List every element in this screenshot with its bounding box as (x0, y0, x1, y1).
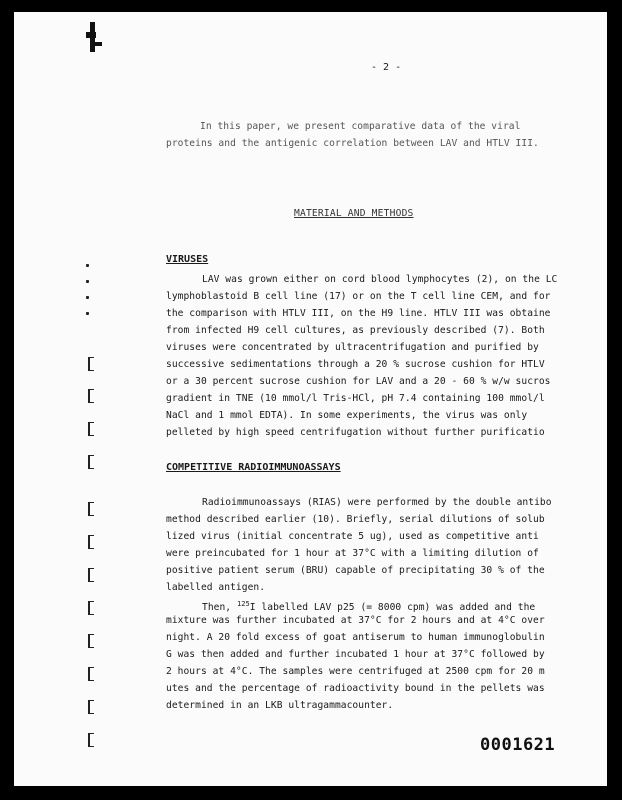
margin-dot (86, 296, 89, 299)
margin-bracket (88, 535, 94, 549)
text-line: were preincubated for 1 hour at 37°C with a limiting dilution of (166, 548, 539, 559)
text-line: lized virus (initial concentrate 5 ug), used as competitive anti (166, 531, 539, 542)
margin-bracket (88, 455, 94, 469)
text-line: Then, $^{125}$I labelled LAV p25 (= 8000 cpm) was added and the (202, 600, 536, 614)
text-line: night. A 20 fold excess of goat antiserum to human immunoglobulin (166, 632, 545, 643)
margin-bracket (88, 634, 94, 648)
text-line: gradient in TNE (10 mmol/l Tris-HCl, pH 7.4 containing 100 mmol/l (166, 393, 545, 404)
margin-bracket (88, 357, 94, 371)
intro-line-2: proteins and the antigenic correlation between LAV and HTLV III. (166, 138, 539, 149)
text-line: NaCl and 1 mmol EDTA). In some experiments, the virus was only (166, 410, 528, 421)
margin-bracket (88, 601, 94, 615)
text-line: determined in an LKB ultragammacounter. (166, 700, 394, 711)
section-heading-viruses: VIRUSES (166, 254, 209, 265)
intro-line-1: In this paper, we present comparative data of the viral (200, 121, 521, 132)
text-line: mixture was further incubated at 37°C for 2 hours and at 4°C over (166, 615, 545, 626)
text-line: viruses were concentrated by ultracentrifugation and purified by (166, 342, 539, 353)
text-line: LAV was grown either on cord blood lymphocytes (2), on the LC (202, 274, 558, 285)
ink-smudge (94, 42, 102, 46)
section-heading-material-methods: MATERIAL AND METHODS (294, 208, 414, 219)
text-line: pelleted by high speed centrifugation without further purificatio (166, 427, 545, 438)
text-line: successive sedimentations through a 20 % sucrose cushion for HTLV (166, 359, 545, 370)
margin-bracket (88, 700, 94, 714)
margin-bracket (88, 733, 94, 747)
text-line: the comparison with HTLV III, on the H9 line. HTLV III was obtaine (166, 308, 551, 319)
margin-bracket (88, 389, 94, 403)
text-line: 2 hours at 4°C. The samples were centrifuged at 2500 cpm for 20 m (166, 666, 545, 677)
text-line: utes and the percentage of radioactivity bound in the pellets was (166, 683, 545, 694)
margin-dot (86, 312, 89, 315)
text-line: G was then added and further incubated 1 hour at 37°C followed by (166, 649, 545, 660)
margin-bracket (88, 422, 94, 436)
ink-smudge (86, 32, 96, 38)
margin-bracket (88, 502, 94, 516)
text-line: method described earlier (10). Briefly, serial dilutions of solub (166, 514, 545, 525)
document-page (14, 12, 607, 786)
page-number: - 2 - (371, 62, 402, 73)
text-line: from infected H9 cell cultures, as previously described (7). Both (166, 325, 545, 336)
document-stamp-number: 0001621 (480, 735, 556, 755)
margin-bracket (88, 568, 94, 582)
margin-dot (86, 264, 89, 267)
section-heading-competitive-radioimmunoassays: COMPETITIVE RADIOIMMUNOASSAYS (166, 462, 341, 473)
text-line: labelled antigen. (166, 582, 266, 593)
text-line: Radioimmunoassays (RIAS) were performed by the double antibo (202, 497, 552, 508)
text-line: positive patient serum (BRU) capable of precipitating 30 % of the (166, 565, 545, 576)
margin-bracket (88, 667, 94, 681)
text-line: or a 30 percent sucrose cushion for LAV and a 20 - 60 % w/w sucros (166, 376, 551, 387)
text-line: lymphoblastoid B cell line (17) or on the T cell line CEM, and for (166, 291, 551, 302)
margin-dot (86, 280, 89, 283)
